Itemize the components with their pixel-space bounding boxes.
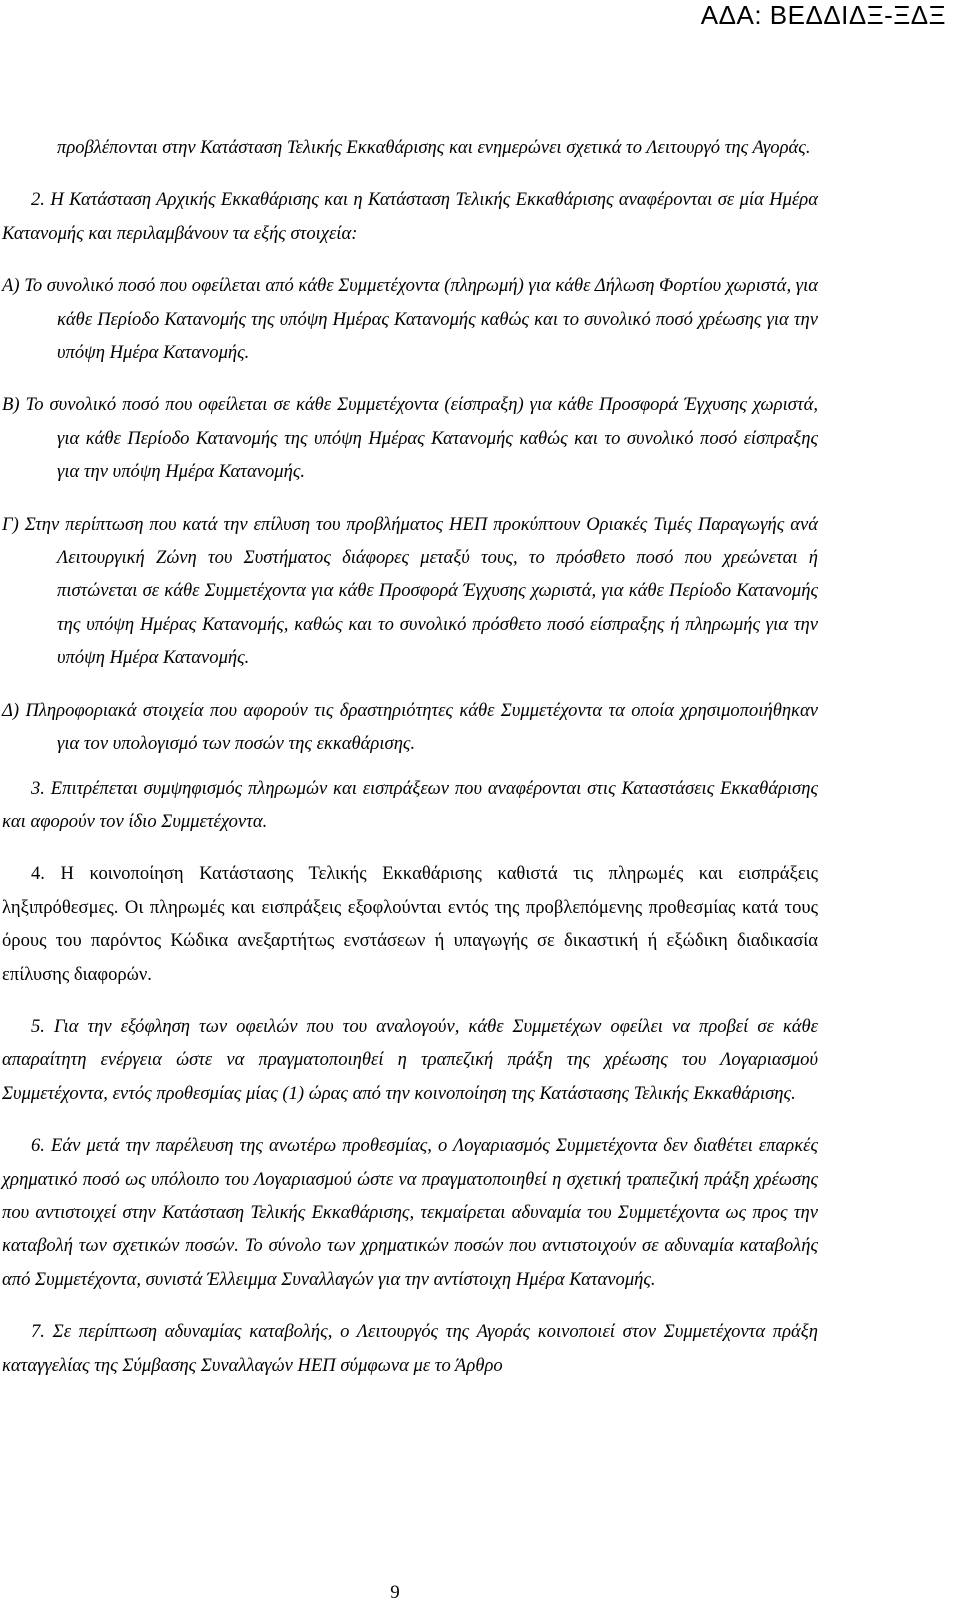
paragraph-7: 7. Σε περίπτωση αδυναμίας καταβολής, ο Λειτουργός της Αγοράς κοινοποιεί στον Συμμετέχοντα πράξη καταγγελίας της Σύμβασης Συναλλαγών ΗΕΠ σύμφωνα με το Άρθρο <box>2 1321 818 1376</box>
paragraph-4: 4. Η κοινοποίηση Κατάστασης Τελικής Εκκαθάρισης καθιστά τις πληρωμές και εισπράξεις ληξιπρόθεσμες. Οι πληρωμές και εισπράξεις εξοφλούνται εντός της προβλεπόμενης προθεσμίας κατά τους όρους του παρόντος Κώδικα ανεξαρτήτως ενστάσεων ή υπαγωγής σε δικαστική ή εξώδικη διαδικασία επίλυσης διαφορών. <box>2 863 818 985</box>
paragraph-6: 6. Εάν μετά την παρέλευση της ανωτέρω προθεσμίας, ο Λογαριασμός Συμμετέχοντα δεν διαθέτει επαρκές χρηματικό ποσό ως υπόλοιπο του Λογαριασμού ώστε να πραγματοποιηθεί η σχετική τραπεζική πράξη χρέωσης που αντιστοιχεί στην Κατάσταση Τελικής Εκκαθάρισης, τεκμαίρεται αδυναμία του Συμμετέχοντα ως προς την καταβολή των σχετικών ποσών. Το σύνολο των χρηματικών ποσών που αντιστοιχούν σε αδυναμία καταβολής από Συμμετέχοντα, συνιστά Έλλειμμα Συναλλαγών για την αντίστοιχη Ημέρα Κατανομής. <box>2 1135 818 1290</box>
paragraph-5: 5. Για την εξόφληση των οφειλών που του αναλογούν, κάθε Συμμετέχων οφείλει να προβεί σε κάθε απαραίτητη ενέργεια ώστε να πραγματοποιηθεί η τραπεζική πράξη της χρέωσης του Λογαριασμού Συμμετέχοντα, εντός προθεσμίας μίας (1) ώρας από την κοινοποίηση της Κατάστασης Τελικής Εκκαθάρισης. <box>2 1015 818 1104</box>
item-d: Δ) Πληροφοριακά στοιχεία που αφορούν τις δραστηριότητες κάθε Συμμετέχοντα τα οποία χρησιμοποιήθηκαν για τον υπολογισμό των ποσών της εκκαθάρισης. <box>2 699 818 755</box>
document-body <box>2 131 818 1382</box>
ada-code-header: ΑΔΑ: ΒΕΔΔΙΔΞ-ΞΔΞ <box>700 0 946 30</box>
paragraph-2: 2. Η Κατάσταση Αρχικής Εκκαθάρισης και η Κατάσταση Τελικής Εκκαθάρισης αναφέρονται σε μία Ημέρα Κατανομής και περιλαμβάνουν τα εξής στοιχεία: <box>2 189 818 244</box>
page-number: 9 <box>390 1582 400 1603</box>
paragraph-1-continuation: προβλέπονται στην Κατάσταση Τελικής Εκκαθάρισης και ενημερώνει σχετικά το Λειτουργό της Αγοράς. <box>57 137 811 158</box>
paragraph-3: 3. Επιτρέπεται συμψηφισμός πληρωμών και εισπράξεων που αναφέρονται στις Καταστάσεις Εκκαθάρισης και αφορούν τον ίδιο Συμμετέχοντα. <box>2 777 818 832</box>
item-a: Α) Το συνολικό ποσό που οφείλεται από κάθε Συμμετέχοντα (πληρωμή) για κάθε Δήλωση Φορτίου χωριστά, για κάθε Περίοδο Κατανομής της υπόψη Ημέρας Κατανομής καθώς και το συνολικό ποσό χρέωσης για την υπόψη Ημέρα Κατανομής. <box>2 275 818 364</box>
item-b: Β) Το συνολικό ποσό που οφείλεται σε κάθε Συμμετέχοντα (είσπραξη) για κάθε Προσφορά Έγχυσης χωριστά, για κάθε Περίοδο Κατανομής της υπόψη Ημέρας Κατανομής καθώς και το συνολικό ποσό είσπραξης για την υπόψη Ημέρα Κατανομής. <box>2 394 818 483</box>
item-c: Γ) Στην περίπτωση που κατά την επίλυση του προβλήματος ΗΕΠ προκύπτουν Οριακές Τιμές Παραγωγής ανά Λειτουργική Ζώνη του Συστήματος διάφορες μεταξύ τους, το πρόσθετο ποσό που χρεώνεται ή πιστώνεται σε κάθε Συμμετέχοντα για κάθε Προσφορά Έγχυσης χωριστά, για κάθε Περίοδο Κατανομής της υπόψη Ημέρας Κατανομής, καθώς και το συνολικό πρόσθετο ποσό είσπραξης ή πληρωμής για την υπόψη Ημέρα Κατανομής. <box>2 513 818 669</box>
